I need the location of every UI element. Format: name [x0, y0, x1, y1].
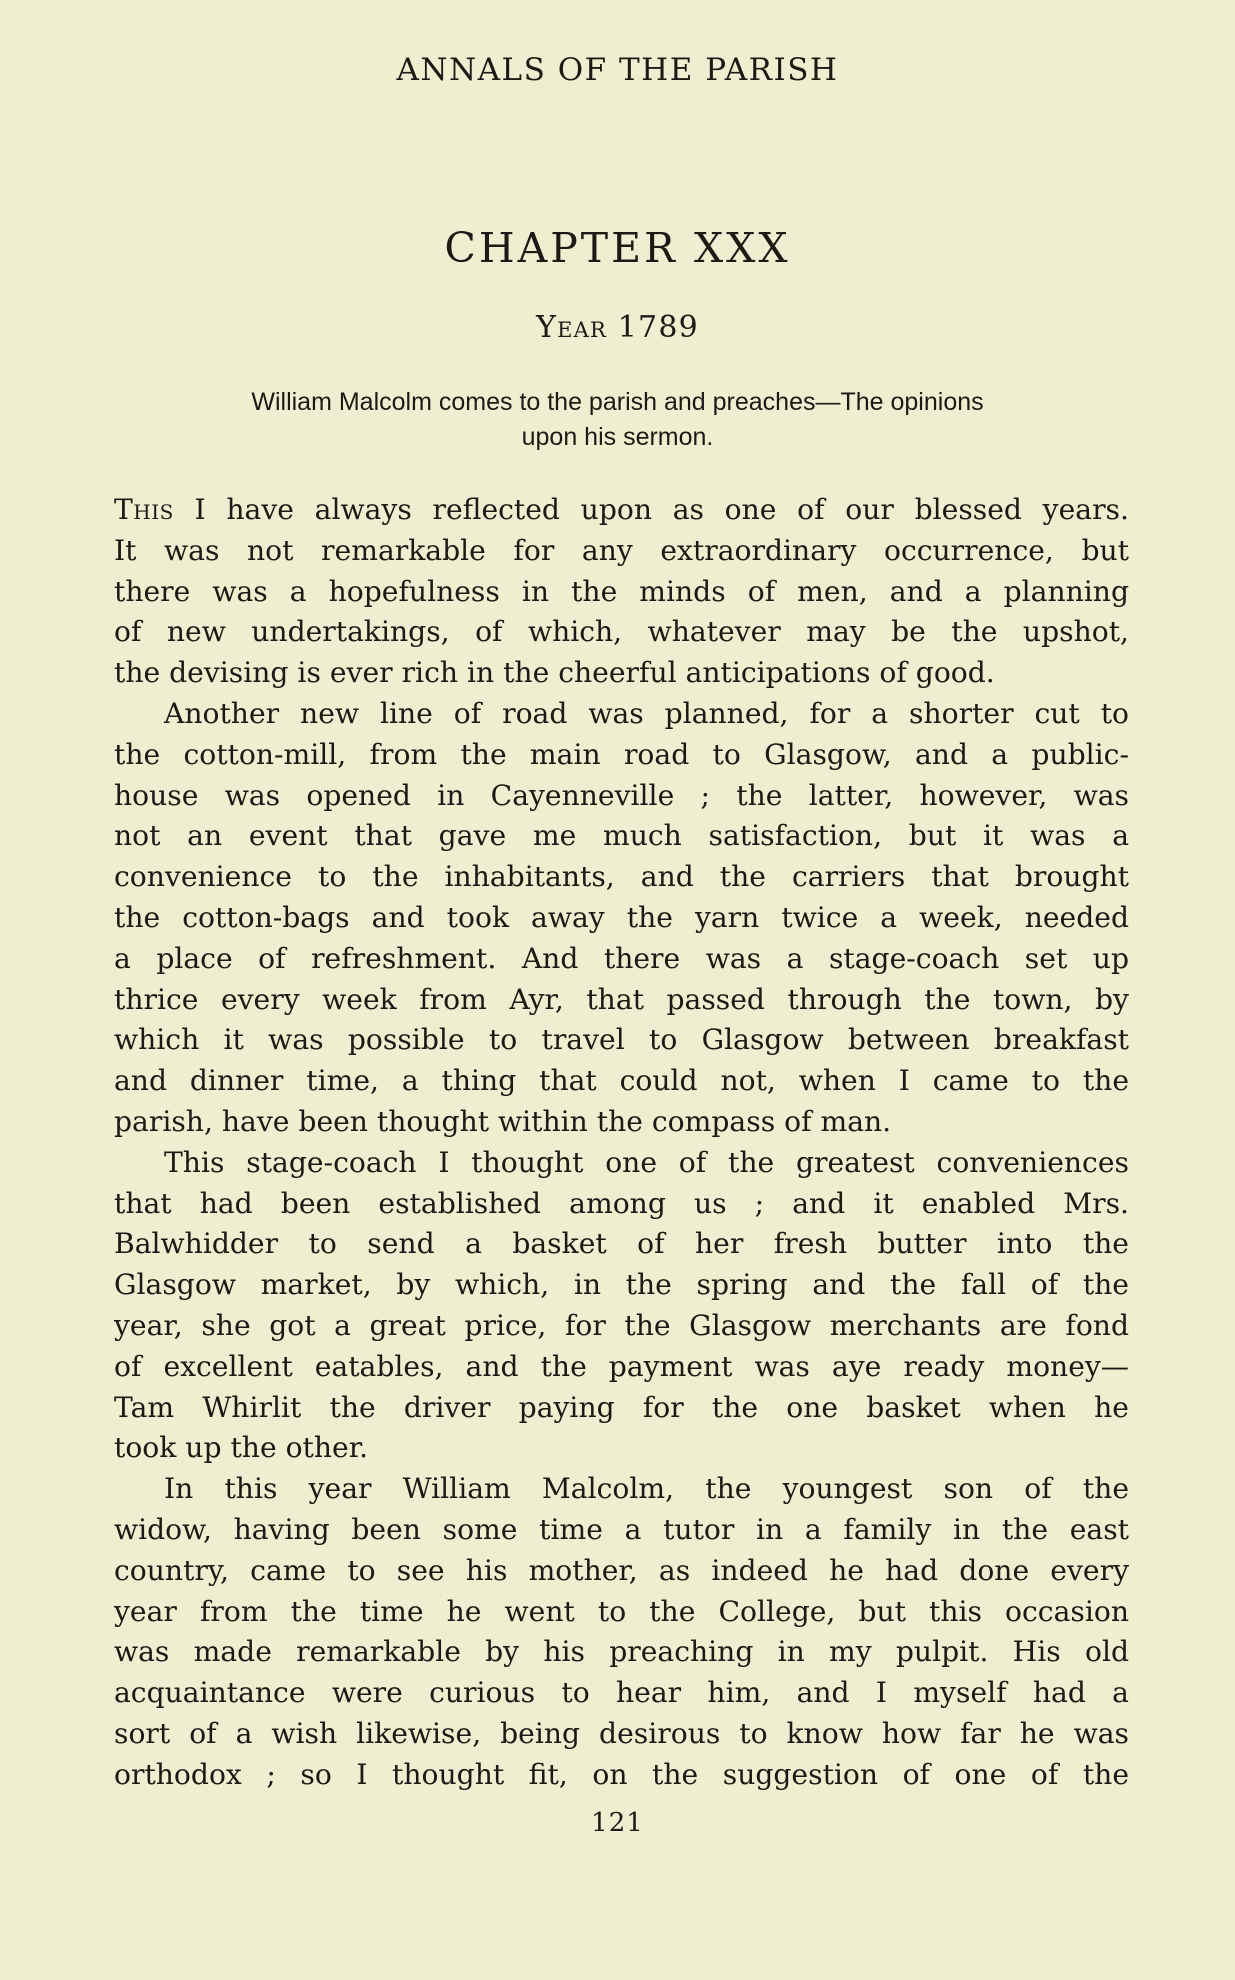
text-line: acquaintance were curious to hear him, and I myself had a	[114, 1676, 1129, 1710]
synopsis-line: William Malcolm comes to the parish and preaches—The opinions	[251, 388, 984, 416]
text-line: thrice every week from Ayr, that passed through the town, by	[114, 982, 1129, 1016]
text-line: year from the time he went to the College, but this occasion	[114, 1594, 1129, 1628]
text-line: sort of a wish likewise, being desirous to know how far he was	[114, 1716, 1129, 1750]
text-line: house was opened in Cayenneville ; the latter, however, was	[114, 778, 1129, 812]
text-line: country, came to see his mother, as indeed he had done every	[114, 1553, 1129, 1587]
text-fragment: I have always reflected upon as one of our blessed years.	[173, 493, 1129, 526]
text-line: a place of refreshment. And there was a stage-coach set up	[114, 941, 1129, 975]
opening-word: This	[114, 493, 174, 526]
text-line: Tam Whirlit the driver paying for the one basket when he	[114, 1390, 1129, 1424]
text-line: which it was possible to travel to Glasgow between breakfast	[114, 1023, 1129, 1057]
text-line: of excellent eatables, and the payment was aye ready money—	[114, 1349, 1129, 1383]
chapter-synopsis	[0, 385, 1235, 455]
text-line	[114, 490, 1129, 531]
body-text	[114, 490, 1129, 1796]
text-line: It was not remarkable for any extraordinary occurrence, but	[114, 533, 1129, 567]
text-line: took up the other.	[114, 1431, 369, 1465]
text-line: there was a hopefulness in the minds of men, and a planning	[114, 574, 1129, 608]
text-line: not an event that gave me much satisfaction, but it was a	[114, 819, 1129, 853]
year-heading: Year 1789	[536, 310, 699, 345]
text-line: that had been established among us ; and it enabled Mrs.	[114, 1186, 1129, 1220]
text-line: year, she got a great price, for the Glasgow merchants are fond	[114, 1308, 1129, 1342]
text-line: the cotton-bags and took away the yarn twice a week, needed	[114, 900, 1129, 934]
text-line: convenience to the inhabitants, and the carriers that brought	[114, 860, 1129, 894]
text-line: Balwhidder to send a basket of her fresh butter into the	[114, 1227, 1129, 1261]
text-line: orthodox ; so I thought fit, on the suggestion of one of the	[114, 1757, 1129, 1791]
text-line: the devising is ever rich in the cheerful anticipations of good.	[114, 656, 995, 690]
text-line: widow, having been some time a tutor in a family in the east	[114, 1512, 1129, 1546]
text-line: Glasgow market, by which, in the spring and the fall of the	[114, 1268, 1129, 1302]
text-line: the cotton-mill, from the main road to Glasgow, and a public-	[114, 737, 1129, 771]
chapter-title: CHAPTER XXX	[444, 224, 791, 272]
running-head: ANNALS OF THE PARISH	[396, 52, 839, 88]
page-number: 121	[591, 1808, 644, 1838]
text-line: and dinner time, a thing that could not, when I came to the	[114, 1064, 1129, 1098]
text-line: This stage-coach I thought one of the greatest conveniences	[164, 1145, 1129, 1179]
text-line: was made remarkable by his preaching in my pulpit. His old	[114, 1635, 1129, 1669]
text-line: In this year William Malcolm, the youngest son of the	[164, 1472, 1129, 1506]
text-line: Another new line of road was planned, for a shorter cut to	[164, 696, 1129, 730]
text-line: of new undertakings, of which, whatever may be the upshot,	[114, 615, 1129, 649]
text-line: parish, have been thought within the compass of man.	[114, 1104, 892, 1138]
synopsis-line: upon his sermon.	[521, 423, 714, 451]
